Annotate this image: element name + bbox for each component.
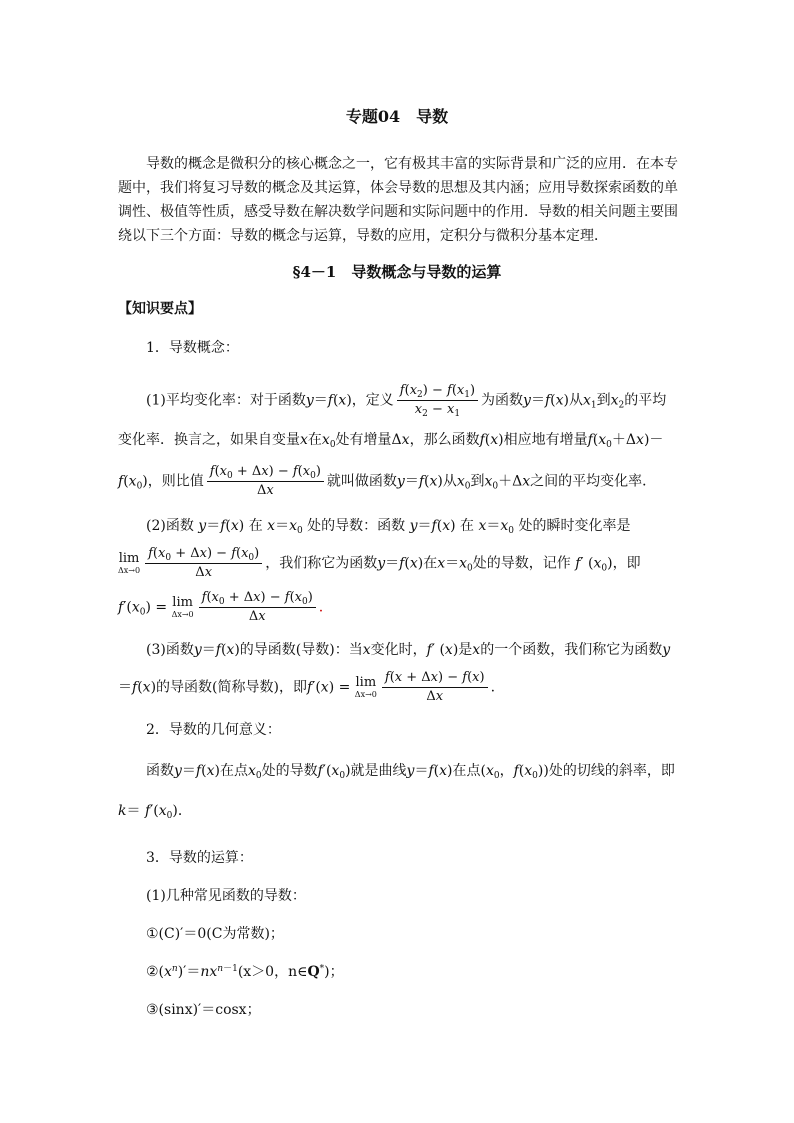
text: 之间的平均变化率． bbox=[530, 473, 657, 490]
text: )′＝ bbox=[177, 964, 201, 980]
text: 在 bbox=[307, 432, 322, 448]
text: 到 bbox=[596, 392, 611, 409]
formula-difference-quotient: $\frac{f(x_0 + \Delta x) - f(x_0)}{\Delta x}$ bbox=[207, 464, 324, 499]
section-title: §4－1 导数概念与导数的运算 bbox=[292, 263, 502, 281]
paragraph-2-line-1: (2)函数 y＝f(x) 在 $x=x_0$ 处的导数：函数 y＝f(x) 在 $x=x_0$ 处的瞬时变化率是 bbox=[146, 518, 631, 536]
page-title: 专题04 导数 bbox=[345, 107, 449, 126]
rule-sine: ③(sinx)′＝cosx； bbox=[146, 1002, 261, 1018]
text: 的导函数(导数)：当 bbox=[239, 642, 363, 658]
knowledge-heading: 【知识要点】 bbox=[118, 301, 202, 317]
text: 在点 bbox=[219, 763, 248, 779]
paragraph-2-line-2: lim Δx→0 $\frac{f(x_0 + \Delta x) - f(x_0)}{\Delta x}$ ，我们称它为函数y＝f(x)在$x=x_0$处的导数，记作 f′ $(x_0)$，即 bbox=[118, 546, 641, 580]
text: 的平均 bbox=[624, 392, 667, 409]
text: 在 bbox=[423, 555, 438, 572]
text: (x＞0，n∈ bbox=[237, 964, 308, 980]
text: 在 bbox=[460, 518, 475, 534]
text: ，则比值 bbox=[147, 473, 204, 490]
rule-power: $②(x^n)'=nx^{n-1}(x>0$，n∈Q*)； bbox=[146, 964, 344, 980]
text: )； bbox=[324, 964, 344, 980]
paragraph-1-line-3: $f(x_0)$，则比值 $\frac{f(x_0 + \Delta x) - f(x_0)}{\Delta x}$ 就叫做函数y＝f(x)从$x_0$到$x_0+\Delta x$之间的平均变化率． bbox=[118, 464, 657, 498]
intro-line-2: 题中，我们将复习导数的概念及其运算，体会导数的思想及其内涵；应用导数探索函数的单 bbox=[118, 180, 678, 196]
text: 的一个函数，我们称它为函数 bbox=[480, 642, 663, 658]
text: 变化率．换言之，如果自变量 bbox=[118, 432, 300, 448]
text: 就是曲线 bbox=[350, 763, 407, 779]
formula-limit-quotient: $\frac{f(x_0 + \Delta x) - f(x_0)}{\Delta x}$ bbox=[145, 546, 262, 581]
paragraph-3-line-2: ＝f(x)的导函数(简称导数)，即f′(x) = lim Δx→0 $\frac{f(x + \Delta x) - f(x)}{\Delta x}$ . bbox=[118, 670, 496, 704]
text: 为函数 bbox=[481, 392, 524, 409]
rule-constant: ①(C)′＝0(C为常数)； bbox=[146, 926, 284, 942]
text: ，定义 bbox=[351, 392, 394, 409]
text: 处的导数，记作 bbox=[472, 555, 571, 572]
text: (3)函数 bbox=[146, 642, 194, 658]
limit-symbol: lim Δx→0 bbox=[118, 550, 141, 575]
formula-derivative-at-point: $\frac{f(x_0 + \Delta x) - f(x_0)}{\Delta x}$ bbox=[199, 590, 316, 625]
text: 从 bbox=[442, 473, 457, 490]
geometric-line-2: $k= f'(x_0)$． bbox=[118, 803, 192, 821]
formula-avg-rate: $\frac{f(x_2) - f(x_1)}{x_2 - x_1}$ bbox=[397, 383, 478, 418]
text: 变化时， bbox=[370, 642, 427, 658]
geometric-line-1: 函数y＝f(x)在点$x_0$处的导数$f'(x_0)$就是曲线y＝f(x)在点($x_0$，$f(x_0)$)处的切线的斜率，即 bbox=[146, 763, 675, 781]
text: (1)平均变化率：对于函数 bbox=[146, 392, 306, 409]
text: 从 bbox=[569, 392, 583, 409]
text: 就叫做函数 bbox=[326, 473, 397, 490]
text: ，我们称它为函数 bbox=[265, 555, 378, 572]
paragraph-1-line-2: 变化率．换言之，如果自变量x在$x_0$处有增量Δx，那么函数f(x)相应地有增量$f(x_0+\Delta x)-$ bbox=[118, 432, 664, 450]
limit-symbol: lim Δx→0 bbox=[171, 594, 194, 619]
text: 在点( bbox=[452, 763, 486, 779]
text: 处的瞬时变化率是 bbox=[518, 518, 631, 534]
paragraph-1-line-1: (1)平均变化率：对于函数y＝f(x)，定义 $\frac{f(x_2) - f(x_1)}{x_2 - x_1}$ 为函数y＝f(x)从$x_1$到$x_2$的平均 bbox=[146, 383, 667, 419]
text: 在 bbox=[248, 518, 263, 534]
text: (2)函数 bbox=[146, 518, 194, 534]
common-derivatives-heading: (1)几种常见函数的导数： bbox=[146, 888, 306, 904]
text: ，那么函数 bbox=[409, 432, 480, 448]
formula-derived-function: $\frac{f(x + \Delta x) - f(x)}{\Delta x}$ bbox=[382, 670, 488, 705]
text: 的导函数(简称导数)，即 bbox=[156, 679, 307, 696]
text: ②( bbox=[146, 964, 165, 980]
text: 函数 bbox=[146, 763, 174, 779]
intro-line-4: 绕以下三个方面：导数的概念与运算，导数的应用，定积分与微积分基本定理． bbox=[118, 228, 608, 244]
text: 是 bbox=[458, 642, 473, 658]
text: 处的导数：函数 bbox=[307, 518, 406, 534]
heading-derivative-operations: 3．导数的运算： bbox=[146, 850, 253, 866]
text: 到 bbox=[470, 473, 485, 490]
intro-line-1: 导数的概念是微积分的核心概念之一，它有极其丰富的实际背景和广泛的应用．在本专 bbox=[146, 156, 678, 172]
paragraph-2-line-3: $f'(x_0)$ = lim Δx→0 $\frac{f(x_0 + \Delta x) - f(x_0)}{\Delta x}$ . bbox=[118, 590, 324, 624]
text: 处有增量Δ bbox=[335, 432, 402, 448]
paragraph-3-line-1: (3)函数y＝f(x)的导函数(导数)：当x变化时，f′ (x)是x的一个函数，我们称它为函数y bbox=[146, 642, 671, 658]
text: )处的切线的斜率，即 bbox=[543, 763, 675, 779]
text: ，即 bbox=[612, 555, 641, 572]
heading-geometric-meaning: 2．导数的几何意义： bbox=[146, 722, 281, 738]
limit-symbol: lim Δx→0 bbox=[354, 674, 377, 699]
heading-derivative-concept: 1．导数概念： bbox=[146, 340, 239, 356]
text: 处的导数 bbox=[261, 763, 318, 779]
text: 相应地有增量 bbox=[503, 432, 588, 448]
intro-line-3: 调性、极值等性质，感受导数在解决数学问题和实际问题中的作用．导数的相关问题主要围 bbox=[118, 204, 678, 220]
